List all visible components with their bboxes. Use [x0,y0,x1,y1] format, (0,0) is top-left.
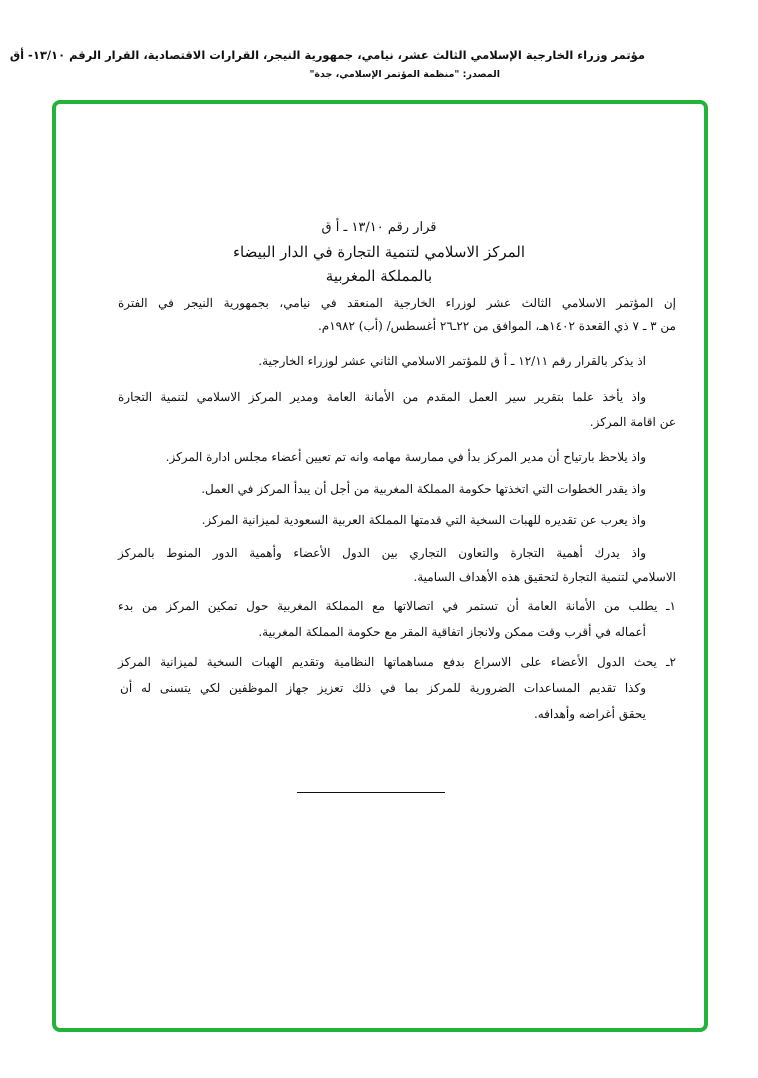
paragraph-noting-line2: عن اقامة المركز. [589,415,676,429]
operative-item-2-line2: وكذا تقديم المساعدات الضرورية للمركز بما في ذلك تعزيز جهاز الموظفين لكي يتسنى له أن [120,681,646,695]
resolution-title: المركز الاسلامي لتنمية التجارة في الدار البيضاء [232,243,526,261]
paragraph-preamble: إن المؤتمر الاسلامي الثالث عشر لوزراء الخارجية المنعقد في نيامي، بجمهورية النيجر في الفترة [118,296,676,310]
paragraph-noting: واذ يأخذ علما بتقرير سير العمل المقدم من الأمانة العامة ومدير المركز الاسلامي لتنمية التجارة [118,390,646,404]
page-frame [52,100,708,1032]
paragraph-recall: اذ يذكر بالقرار رقم ١٢/١١ ـ أ ق للمؤتمر الاسلامي الثاني عشر لوزراء الخارجية. [258,354,646,368]
document-header-title: مؤتمر وزراء الخارجية الإسلامي الثالث عشر، نيامي، جمهورية النيجر، القرارات الاقتصادية، القرار الرقم ١٣/١٠- أق [9,48,645,62]
resolution-number: قرار رقم ١٣/١٠ ـ أ ق [321,220,437,235]
paragraph-appreciation: واذ يقدر الخطوات التي اتخذتها حكومة المملكة المغربية من أجل أن يبدأ المركز في العمل. [201,482,646,496]
operative-item-2-line3: يحقق أغراضه وأهدافه. [533,707,646,721]
document-source: المصدر: "منظمة المؤتمر الإسلامي، جدة" [309,69,500,80]
operative-item-1-line2: أعماله في أقرب وقت ممكن ولانجاز اتفاقية المقر مع حكومة المملكة المغربية. [258,625,646,639]
paragraph-importance: واذ يدرك أهمية التجارة والتعاون التجاري بين الدول الأعضاء وأهمية الدور المنوط بالمركز [118,546,646,560]
paragraph-satisfaction: واذ يلاحظ بارتياح أن مدير المركز بدأ في ممارسة مهامه وانه تم تعيين أعضاء مجلس ادارة المركز. [165,450,646,464]
paragraph-preamble-line2: من ٣ ـ ٧ ذي القعدة ١٤٠٢هـ، الموافق من ٢٢ـ٢٦ أغسطس/ (أب) ١٩٨٢م. [317,319,676,333]
operative-item-1: ١ـ يطلب من الأمانة العامة أن تستمر في اتصالاتها مع المملكة المغربية حول تمكين المركز من بدء [118,599,676,613]
end-rule [297,792,445,793]
paragraph-importance-line2: الاسلامي لتنمية التجارة لتحقيق هذه الأهداف السامية. [413,570,676,584]
resolution-title-line2: بالمملكة المغربية [325,267,433,285]
paragraph-gratitude: واذ يعرب عن تقديره للهبات السخية التي قدمتها المملكة العربية السعودية لميزانية المركز. [201,513,646,527]
operative-item-2: ٢ـ يحث الدول الأعضاء على الاسراع بدفع مساهماتها النظامية وتقديم الهبات السخية لميزانية المركز [118,655,676,669]
